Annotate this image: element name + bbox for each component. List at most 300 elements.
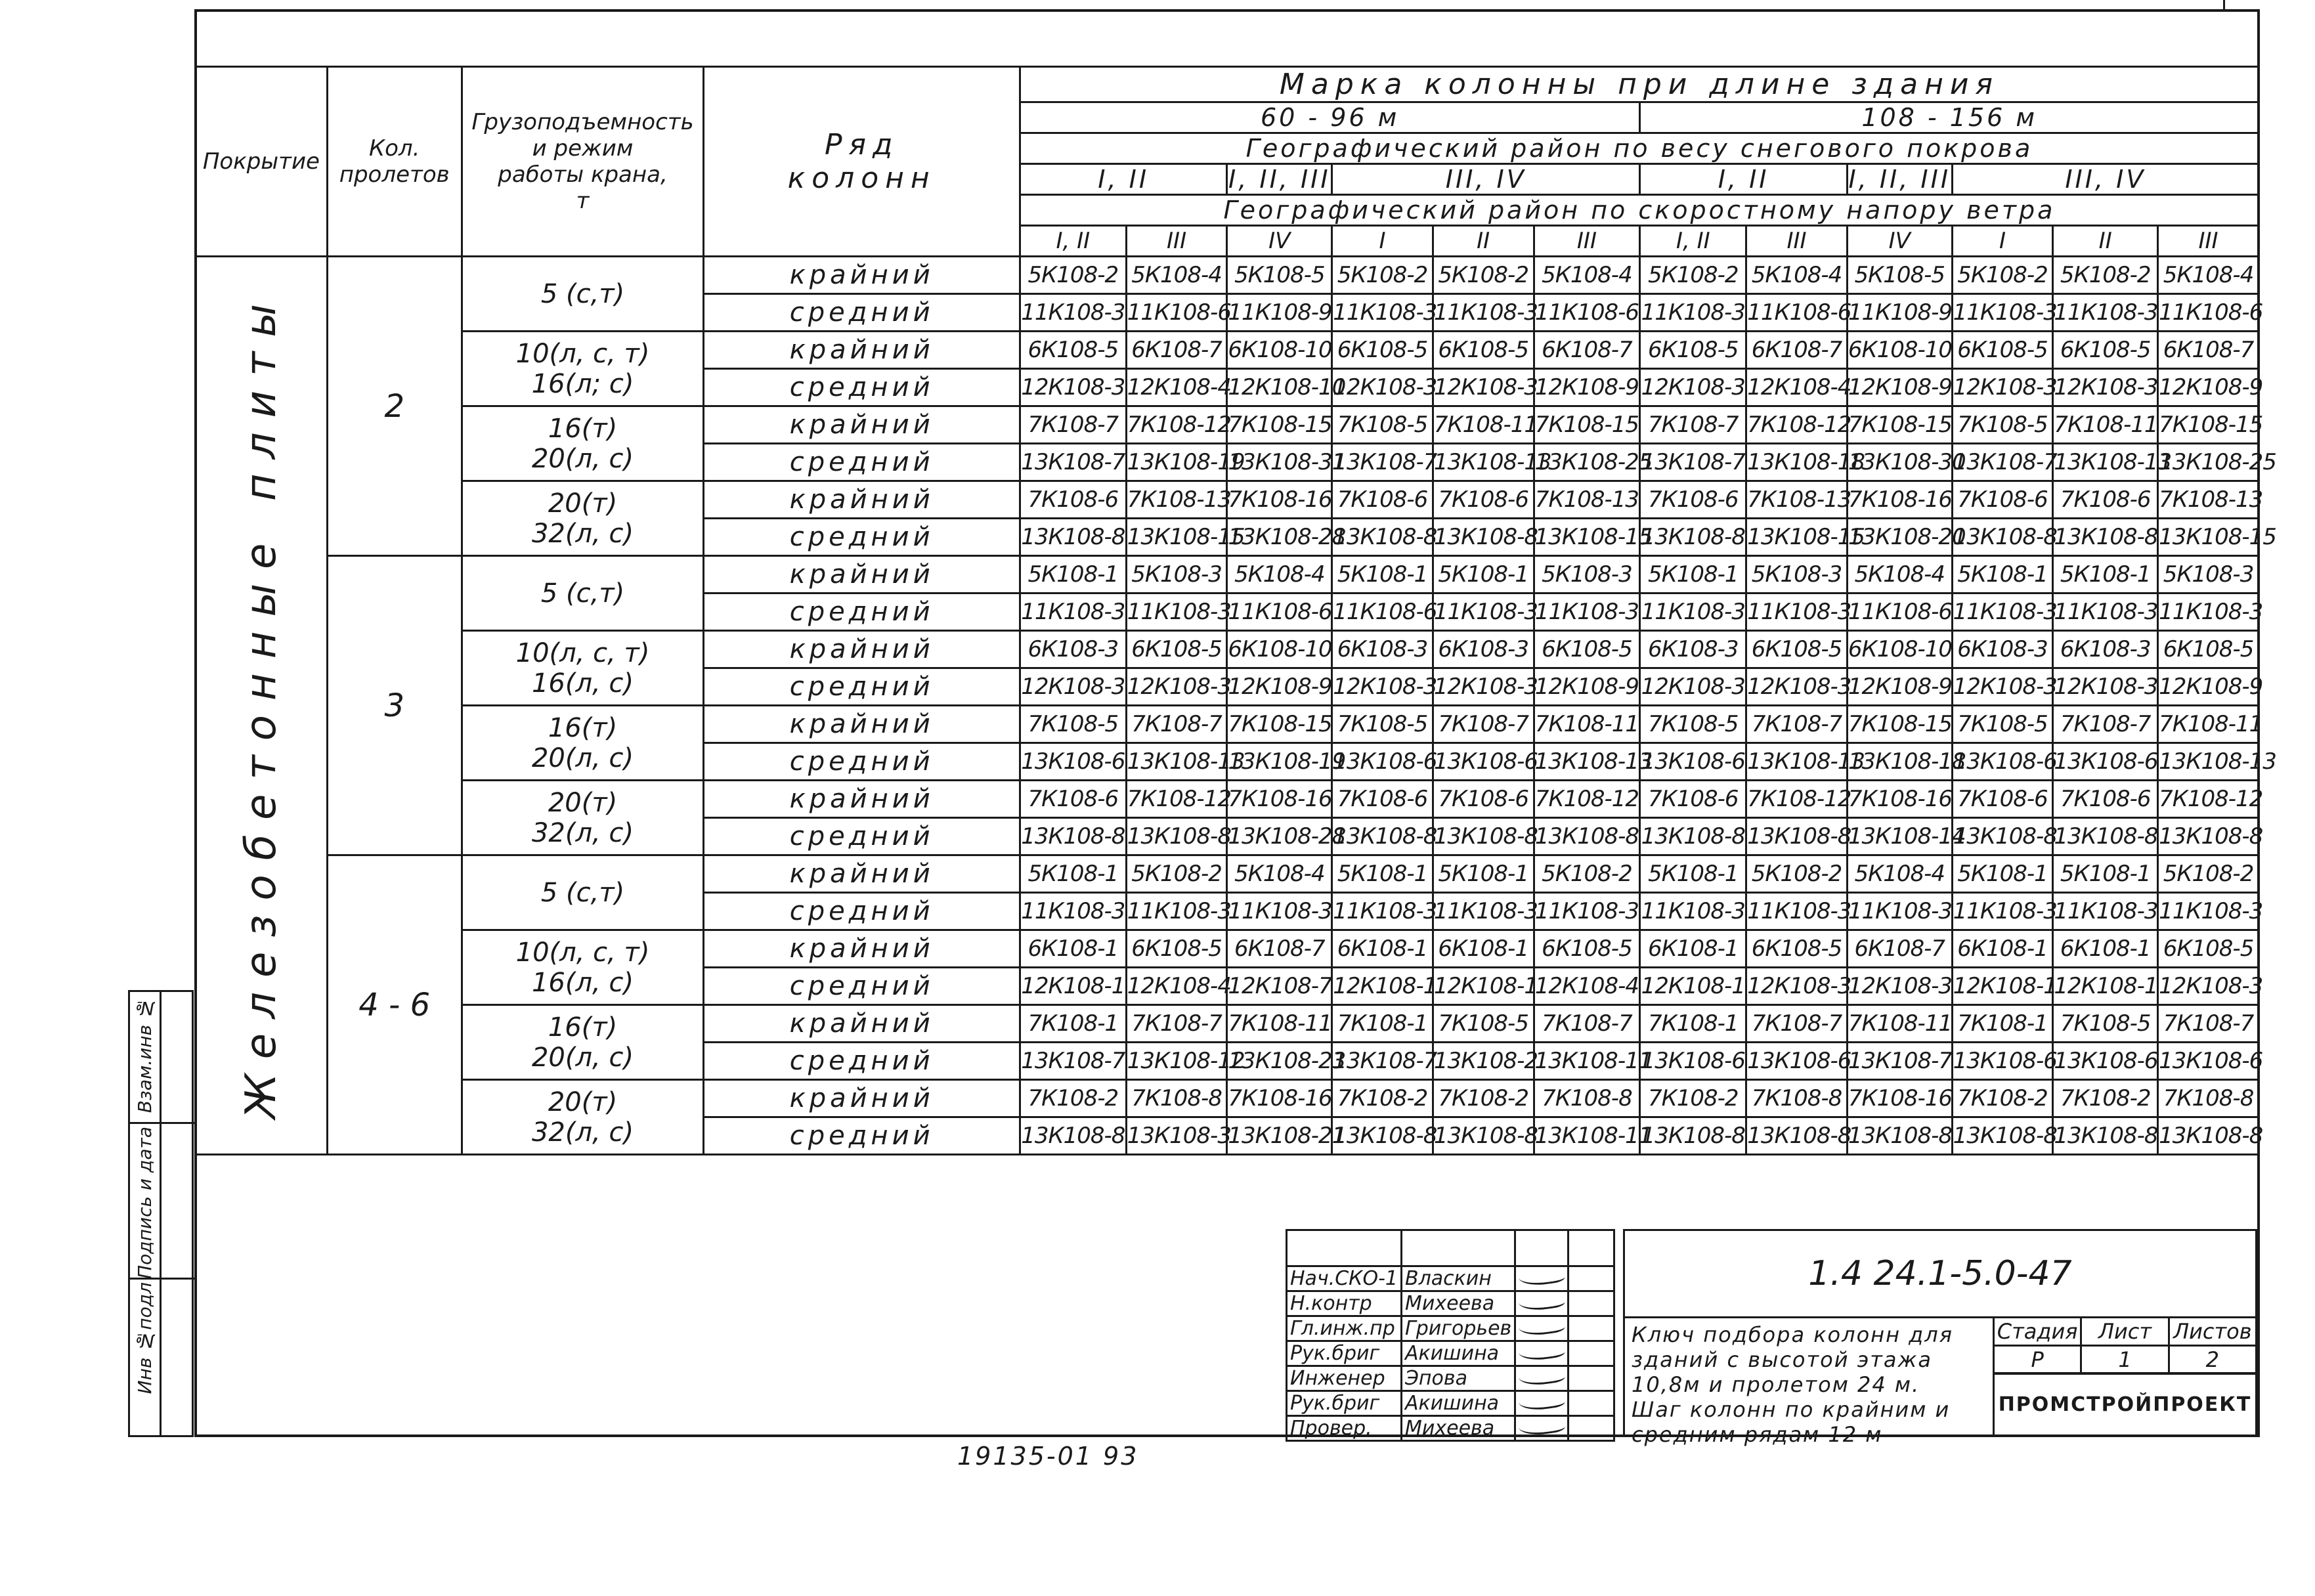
column-mark-cell: 12К108-3	[1847, 968, 1952, 1005]
column-mark-cell: 13К108-8	[1746, 818, 1848, 855]
header-wind-district: III	[1126, 226, 1227, 257]
column-mark-cell: 11К108-6	[1746, 294, 1848, 332]
crane-load-cell	[462, 930, 704, 1005]
column-mark-cell: 6К108-7	[2158, 332, 2259, 369]
column-mark-cell: 11К108-3	[1640, 893, 1746, 930]
column-mark-cell: 13К108-28	[1227, 818, 1332, 855]
column-mark-cell: 13К108-14	[1847, 818, 1952, 855]
column-mark-cell: 13К108-7	[1847, 1043, 1952, 1080]
column-mark-cell: 5К108-1	[1433, 556, 1534, 593]
column-mark-cell: 6К108-10	[1227, 332, 1332, 369]
column-mark-cell: 13К108-8	[1332, 519, 1433, 556]
crane-load-line: 16(т)	[548, 413, 618, 444]
column-mark-cell: 11К108-3	[1126, 593, 1227, 631]
column-mark-cell: 6К108-5	[2158, 631, 2259, 668]
column-mark-cell: 7К108-7	[2053, 706, 2158, 743]
column-mark-cell: 12К108-3	[2158, 968, 2259, 1005]
column-mark-cell: 12К108-1	[1332, 968, 1433, 1005]
column-mark-cell: 12К108-3	[1640, 369, 1746, 406]
crane-load-line: 20(т)	[548, 787, 618, 818]
column-mark-cell: 7К108-6	[2053, 781, 2158, 818]
crane-load-cell	[462, 855, 704, 930]
column-mark-cell: 11К108-6	[1227, 593, 1332, 631]
column-mark-cell: 5К108-2	[1534, 855, 1640, 893]
column-mark-cell: 11К108-9	[1847, 294, 1952, 332]
crane-load-line: 20(т)	[548, 1087, 618, 1117]
signature-mark	[1518, 1290, 1566, 1312]
column-mark-cell: 12К108-4	[1126, 968, 1227, 1005]
column-mark-cell: 7К108-5	[1640, 706, 1746, 743]
column-mark-cell: 11К108-3	[1433, 893, 1534, 930]
column-mark-cell: 5К108-4	[1847, 855, 1952, 893]
signature-mark	[1518, 1315, 1566, 1337]
column-mark-cell: 7К108-6	[1952, 481, 2053, 519]
stamp-date	[1569, 1266, 1614, 1291]
column-mark-cell: 6К108-10	[1227, 631, 1332, 668]
signature-mark	[1518, 1265, 1566, 1287]
column-mark-cell: 5К108-1	[2053, 556, 2158, 593]
crane-load-line: 16(т)	[548, 712, 618, 743]
table-row	[196, 781, 2259, 818]
column-mark-cell: 13К108-25	[1534, 444, 1640, 481]
signature-mark	[1518, 1365, 1566, 1387]
column-mark-cell: 11К108-3	[1746, 893, 1848, 930]
column-mark-cell: 5К108-3	[2158, 556, 2259, 593]
column-mark-cell: 7К108-7	[1534, 1005, 1640, 1043]
column-mark-cell: 12К108-3	[1020, 668, 1126, 706]
row-kind-cell: крайний	[704, 781, 1020, 818]
stage-value: Р	[1994, 1346, 2081, 1374]
column-mark-cell: 13К108-8	[2158, 1117, 2259, 1155]
column-mark-cell: 12К108-3	[1332, 369, 1433, 406]
sheets-label: Листов	[2169, 1318, 2256, 1346]
column-selection-table	[194, 66, 2276, 1155]
signature-table	[1286, 1229, 1615, 1442]
stamp-person-name: Эпова	[1401, 1366, 1515, 1391]
row-kind-cell: крайний	[704, 406, 1020, 444]
column-mark-cell: 13К108-8	[2053, 1117, 2158, 1155]
header-snow-district: I, II, III	[1227, 164, 1332, 195]
header-wind-district: I	[1332, 226, 1433, 257]
crane-load-line: 20(л, с)	[531, 443, 634, 474]
column-mark-cell: 13К108-12	[1126, 1043, 1227, 1080]
column-mark-cell: 11К108-3	[1433, 593, 1534, 631]
crane-load-line: 16(л, с)	[531, 668, 634, 699]
column-mark-cell: 12К108-3	[2053, 668, 2158, 706]
column-mark-cell: 13К108-13	[2158, 743, 2259, 781]
column-mark-cell: 7К108-5	[2053, 1005, 2158, 1043]
column-mark-cell: 13К108-8	[1433, 1117, 1534, 1155]
column-mark-cell: 7К108-2	[1332, 1080, 1433, 1117]
header-capacity	[462, 67, 704, 257]
column-mark-cell: 7К108-8	[1746, 1080, 1848, 1117]
column-mark-cell: 6К108-3	[1020, 631, 1126, 668]
column-mark-cell: 13К108-19	[1126, 444, 1227, 481]
column-mark-cell: 7К108-16	[1847, 781, 1952, 818]
column-mark-cell: 13К108-25	[2158, 444, 2259, 481]
header-row-line: колонн	[787, 162, 936, 195]
column-mark-cell: 7К108-13	[1534, 481, 1640, 519]
sheet-value: 1	[2081, 1346, 2169, 1374]
stamp-date	[1569, 1416, 1614, 1441]
column-mark-cell: 13К108-8	[2158, 818, 2259, 855]
row-kind-cell: средний	[704, 369, 1020, 406]
column-mark-cell: 6К108-5	[1640, 332, 1746, 369]
column-mark-cell: 11К108-6	[1126, 294, 1227, 332]
column-mark-cell: 11К108-6	[1534, 294, 1640, 332]
row-kind-cell: крайний	[704, 930, 1020, 968]
column-mark-cell: 13К108-13	[1126, 743, 1227, 781]
column-mark-cell: 13К108-7	[1332, 1043, 1433, 1080]
column-mark-cell: 6К108-3	[2053, 631, 2158, 668]
crane-load-cell	[462, 257, 704, 332]
header-snow-district: III, IV	[1952, 164, 2259, 195]
column-mark-cell: 5К108-1	[1020, 855, 1126, 893]
column-mark-cell: 5К108-2	[1020, 257, 1126, 294]
column-mark-cell: 5К108-2	[1746, 855, 1848, 893]
column-mark-cell: 13К108-15	[2158, 519, 2259, 556]
stamp-blank-cell	[1569, 1230, 1614, 1266]
column-mark-cell: 7К108-7	[1020, 406, 1126, 444]
column-mark-cell: 13К108-13	[1433, 444, 1534, 481]
row-kind-cell: средний	[704, 743, 1020, 781]
column-mark-cell: 11К108-6	[1332, 593, 1433, 631]
column-mark-cell: 7К108-8	[2158, 1080, 2259, 1117]
header-capacity-line: т	[576, 188, 590, 214]
column-mark-cell: 12К108-4	[1126, 369, 1227, 406]
organization-name: ПРОМСТРОЙПРОЕКТ	[1993, 1372, 2257, 1437]
header-snow-district: I, II	[1020, 164, 1227, 195]
column-mark-cell: 7К108-15	[2158, 406, 2259, 444]
column-mark-cell: 5К108-2	[2053, 257, 2158, 294]
stamp-role: Рук.бриг	[1287, 1341, 1402, 1366]
column-mark-cell: 6К108-1	[1433, 930, 1534, 968]
row-kind-cell: средний	[704, 294, 1020, 332]
column-mark-cell: 5К108-1	[1952, 556, 2053, 593]
column-mark-cell: 13К108-15	[1126, 519, 1227, 556]
column-mark-cell: 6К108-3	[1332, 631, 1433, 668]
column-mark-cell: 7К108-16	[1847, 481, 1952, 519]
column-mark-cell: 6К108-1	[1640, 930, 1746, 968]
cover-label: Железобетонные плиты	[236, 289, 286, 1119]
column-mark-cell: 12К108-9	[1847, 369, 1952, 406]
column-mark-cell: 13К108-6	[1332, 743, 1433, 781]
crane-load-line: 32(л, с)	[531, 1117, 634, 1148]
column-mark-cell: 13К108-8	[1746, 1117, 1848, 1155]
column-mark-cell: 7К108-11	[1534, 706, 1640, 743]
signature-mark	[1518, 1415, 1566, 1437]
title-line: средним рядам 12 м	[1632, 1422, 1883, 1447]
table-row	[196, 332, 2259, 369]
column-mark-cell: 13К108-15	[1746, 519, 1848, 556]
header-wind-district: I, II	[1640, 226, 1746, 257]
column-mark-cell: 11К108-3	[2158, 593, 2259, 631]
header-wind-district: III	[1534, 226, 1640, 257]
stamp-date	[1569, 1291, 1614, 1316]
column-mark-cell: 13К108-23	[1227, 1043, 1332, 1080]
table-row	[196, 855, 2259, 893]
crane-load-cell	[462, 1005, 704, 1080]
table-row	[196, 257, 2259, 294]
column-mark-cell: 11К108-6	[2158, 294, 2259, 332]
column-mark-cell: 7К108-1	[1020, 1005, 1126, 1043]
stamp-role: Провер.	[1287, 1416, 1402, 1441]
crane-load-cell	[462, 332, 704, 406]
column-mark-cell: 7К108-16	[1227, 781, 1332, 818]
column-mark-cell: 12К108-10	[1227, 369, 1332, 406]
row-kind-cell: крайний	[704, 332, 1020, 369]
stamp-signature	[1515, 1291, 1569, 1316]
margin-label-replace-inv: Взам.инв №	[134, 997, 156, 1113]
column-mark-cell: 6К108-5	[1126, 930, 1227, 968]
header-snow-district: I, II	[1640, 164, 1848, 195]
header-mark-title: Марка колонны при длине здания	[1020, 67, 2259, 102]
column-mark-cell: 7К108-16	[1847, 1080, 1952, 1117]
column-mark-cell: 7К108-12	[1126, 406, 1227, 444]
header-snow-district: I, II, III	[1847, 164, 1952, 195]
header-wind-district: IV	[1847, 226, 1952, 257]
column-mark-cell: 7К108-5	[1952, 406, 2053, 444]
column-mark-cell: 7К108-12	[1746, 406, 1848, 444]
column-mark-cell: 13К108-8	[2053, 818, 2158, 855]
column-mark-cell: 13К108-21	[1227, 1117, 1332, 1155]
column-mark-cell: 11К108-3	[1332, 893, 1433, 930]
document-title	[1623, 1316, 1995, 1447]
column-mark-cell: 5К108-4	[2158, 257, 2259, 294]
column-mark-cell: 7К108-15	[1534, 406, 1640, 444]
column-mark-cell: 13К108-7	[1020, 1043, 1126, 1080]
column-mark-cell: 7К108-6	[1332, 781, 1433, 818]
column-mark-cell: 12К108-3	[1433, 668, 1534, 706]
crane-load-line: 32(л, с)	[531, 518, 634, 549]
column-mark-cell: 13К108-7	[1952, 444, 2053, 481]
column-mark-cell: 5К108-4	[1847, 556, 1952, 593]
column-mark-cell: 13К108-6	[1746, 1043, 1848, 1080]
signature-mark	[1518, 1390, 1566, 1412]
column-mark-cell: 5К108-4	[1534, 257, 1640, 294]
corner-tick	[2223, 0, 2225, 9]
column-mark-cell: 11К108-3	[1020, 593, 1126, 631]
column-mark-cell: 13К108-6	[1433, 743, 1534, 781]
archive-number: 19135-01 93	[957, 1442, 1139, 1471]
column-mark-cell: 7К108-2	[1952, 1080, 2053, 1117]
column-mark-cell: 7К108-15	[1847, 406, 1952, 444]
table-row	[196, 930, 2259, 968]
table-row	[196, 481, 2259, 519]
column-mark-cell: 11К108-3	[2053, 593, 2158, 631]
table-row	[196, 556, 2259, 593]
column-mark-cell: 6К108-10	[1847, 332, 1952, 369]
column-mark-cell: 7К108-11	[2053, 406, 2158, 444]
column-mark-cell: 7К108-6	[1332, 481, 1433, 519]
column-mark-cell: 7К108-2	[1020, 1080, 1126, 1117]
column-mark-cell: 7К108-15	[1227, 706, 1332, 743]
column-mark-cell: 6К108-5	[1746, 930, 1848, 968]
column-mark-cell: 12К108-3	[2053, 369, 2158, 406]
column-mark-cell: 13К108-3	[1126, 1117, 1227, 1155]
column-mark-cell: 12К108-3	[1332, 668, 1433, 706]
column-mark-cell: 6К108-1	[2053, 930, 2158, 968]
stamp-blank-cell	[1401, 1230, 1515, 1266]
signature-mark	[1518, 1340, 1566, 1362]
stamp-date	[1569, 1391, 1614, 1416]
column-mark-cell: 5К108-1	[1640, 556, 1746, 593]
column-mark-cell: 6К108-5	[1952, 332, 2053, 369]
column-mark-cell: 5К108-1	[1332, 556, 1433, 593]
column-mark-cell: 7К108-5	[1332, 706, 1433, 743]
column-mark-cell: 6К108-3	[1433, 631, 1534, 668]
stamp-role: Рук.бриг	[1287, 1391, 1402, 1416]
crane-load-cell	[462, 706, 704, 781]
row-kind-cell: средний	[704, 519, 1020, 556]
crane-load-line: 5 (с,т)	[540, 278, 625, 309]
column-mark-cell: 13К108-13	[1534, 743, 1640, 781]
column-mark-cell: 12К108-9	[1847, 668, 1952, 706]
header-wind-district: II	[1433, 226, 1534, 257]
stage-label: Стадия	[1994, 1318, 2081, 1346]
column-mark-cell: 13К108-6	[1952, 743, 2053, 781]
column-mark-cell: 7К108-7	[2158, 1005, 2259, 1043]
column-mark-cell: 11К108-9	[1227, 294, 1332, 332]
crane-load-cell	[462, 481, 704, 556]
column-mark-cell: 11К108-3	[2158, 893, 2259, 930]
row-kind-cell: крайний	[704, 1080, 1020, 1117]
column-mark-cell: 13К108-13	[1746, 743, 1848, 781]
header-row-line: Ряд	[824, 128, 899, 162]
column-mark-cell: 13К108-6	[1640, 743, 1746, 781]
column-mark-cell: 5К108-1	[1332, 855, 1433, 893]
column-mark-cell: 13К108-6	[2158, 1043, 2259, 1080]
column-mark-cell: 13К108-8	[1640, 818, 1746, 855]
column-mark-cell: 12К108-9	[2158, 668, 2259, 706]
column-mark-cell: 7К108-6	[1640, 781, 1746, 818]
crane-load-line: 20(т)	[548, 488, 618, 519]
column-mark-cell: 7К108-7	[1126, 706, 1227, 743]
column-mark-cell: 11К108-3	[2053, 294, 2158, 332]
column-mark-cell: 6К108-7	[1126, 332, 1227, 369]
column-mark-cell: 7К108-11	[1227, 1005, 1332, 1043]
column-mark-cell: 6К108-5	[1020, 332, 1126, 369]
row-kind-cell: средний	[704, 968, 1020, 1005]
column-mark-cell: 6К108-7	[1746, 332, 1848, 369]
stamp-person-name: Акишина	[1401, 1391, 1515, 1416]
column-mark-cell: 6К108-5	[2158, 930, 2259, 968]
column-mark-cell: 5К108-2	[1952, 257, 2053, 294]
margin-label-inv-original: Инв №подл	[134, 1282, 156, 1394]
header-spans-line: пролетов	[339, 162, 450, 188]
column-mark-cell: 13К108-31	[1227, 444, 1332, 481]
column-mark-cell: 12К108-1	[2053, 968, 2158, 1005]
crane-load-cell	[462, 631, 704, 706]
column-mark-cell: 13К108-6	[2053, 743, 2158, 781]
column-mark-cell: 7К108-6	[1020, 781, 1126, 818]
column-mark-cell: 11К108-3	[1640, 294, 1746, 332]
column-mark-cell: 7К108-12	[2158, 781, 2259, 818]
column-mark-cell: 12К108-3	[1020, 369, 1126, 406]
crane-load-line: 10(л, с, т)	[515, 937, 650, 968]
column-mark-cell: 7К108-12	[1126, 781, 1227, 818]
header-snow-title: Географический район по весу снегового покрова	[1020, 133, 2259, 164]
table-row	[196, 1080, 2259, 1117]
column-mark-cell: 12К108-1	[1640, 968, 1746, 1005]
stamp-person-name: Михеева	[1401, 1416, 1515, 1441]
column-mark-cell: 5К108-1	[2053, 855, 2158, 893]
row-kind-cell: крайний	[704, 257, 1020, 294]
column-mark-cell: 11К108-3	[1952, 893, 2053, 930]
column-mark-cell: 5К108-4	[1227, 556, 1332, 593]
column-mark-cell: 6К108-1	[1952, 930, 2053, 968]
crane-load-line: 10(л, с, т)	[515, 637, 650, 668]
header-row	[704, 67, 1020, 257]
column-mark-cell: 7К108-7	[1746, 1005, 1848, 1043]
column-mark-cell: 7К108-16	[1227, 481, 1332, 519]
row-kind-cell: крайний	[704, 481, 1020, 519]
column-mark-cell: 11К108-3	[1952, 593, 2053, 631]
column-mark-cell: 5К108-5	[1227, 257, 1332, 294]
column-mark-cell: 13К108-7	[1020, 444, 1126, 481]
column-mark-cell: 12К108-3	[1433, 369, 1534, 406]
header-wind-district: I, II	[1020, 226, 1126, 257]
crane-load-line: 20(л, с)	[531, 1042, 634, 1073]
column-mark-cell: 12К108-9	[2158, 369, 2259, 406]
column-mark-cell: 7К108-7	[1640, 406, 1746, 444]
table-row	[196, 406, 2259, 444]
title-line: зданий с высотой этажа	[1632, 1347, 1932, 1372]
header-length: 60 - 96 м	[1020, 102, 1639, 133]
column-mark-cell: 13К108-11	[1534, 1117, 1640, 1155]
column-mark-cell: 7К108-5	[1020, 706, 1126, 743]
column-mark-cell: 13К108-19	[1227, 743, 1332, 781]
column-mark-cell: 6К108-3	[1640, 631, 1746, 668]
crane-load-line: 16(л; с)	[531, 368, 634, 399]
column-mark-cell: 13К108-8	[1640, 519, 1746, 556]
column-mark-cell: 11К108-3	[1847, 893, 1952, 930]
column-mark-cell: 6К108-5	[1746, 631, 1848, 668]
column-mark-cell: 7К108-7	[1746, 706, 1848, 743]
column-mark-cell: 6К108-5	[1126, 631, 1227, 668]
column-mark-cell: 7К108-11	[1433, 406, 1534, 444]
crane-load-line: 32(л, с)	[531, 817, 634, 848]
column-mark-cell: 13К108-13	[2053, 444, 2158, 481]
column-mark-cell: 6К108-5	[1534, 930, 1640, 968]
column-mark-cell: 12К108-3	[1746, 968, 1848, 1005]
column-mark-cell: 7К108-6	[1433, 781, 1534, 818]
header-length: 108 - 156 м	[1640, 102, 2259, 133]
column-mark-cell: 5К108-3	[1746, 556, 1848, 593]
column-mark-cell: 13К108-8	[1534, 818, 1640, 855]
column-mark-cell: 13К108-18	[1847, 743, 1952, 781]
row-kind-cell: средний	[704, 668, 1020, 706]
stamp-signature	[1515, 1316, 1569, 1341]
column-mark-cell: 7К108-8	[1534, 1080, 1640, 1117]
stamp-date	[1569, 1366, 1614, 1391]
column-mark-cell: 5К108-2	[1640, 257, 1746, 294]
column-mark-cell: 13К108-8	[1952, 1117, 2053, 1155]
column-mark-cell: 5К108-1	[1020, 556, 1126, 593]
column-mark-cell: 13К108-18	[1746, 444, 1848, 481]
column-mark-cell: 13К108-30	[1847, 444, 1952, 481]
crane-load-cell	[462, 781, 704, 855]
column-mark-cell: 12К108-9	[1534, 668, 1640, 706]
crane-load-line: 5 (с,т)	[540, 578, 625, 609]
column-mark-cell: 7К108-2	[2053, 1080, 2158, 1117]
column-mark-cell: 7К108-1	[1952, 1005, 2053, 1043]
column-mark-cell: 13К108-8	[1020, 818, 1126, 855]
sheet-label: Лист	[2081, 1318, 2169, 1346]
title-line: 10,8м и пролетом 24 м.	[1632, 1372, 1920, 1397]
stamp-person-name: Григорьев	[1401, 1316, 1515, 1341]
stamp-role: Инженер	[1287, 1366, 1402, 1391]
